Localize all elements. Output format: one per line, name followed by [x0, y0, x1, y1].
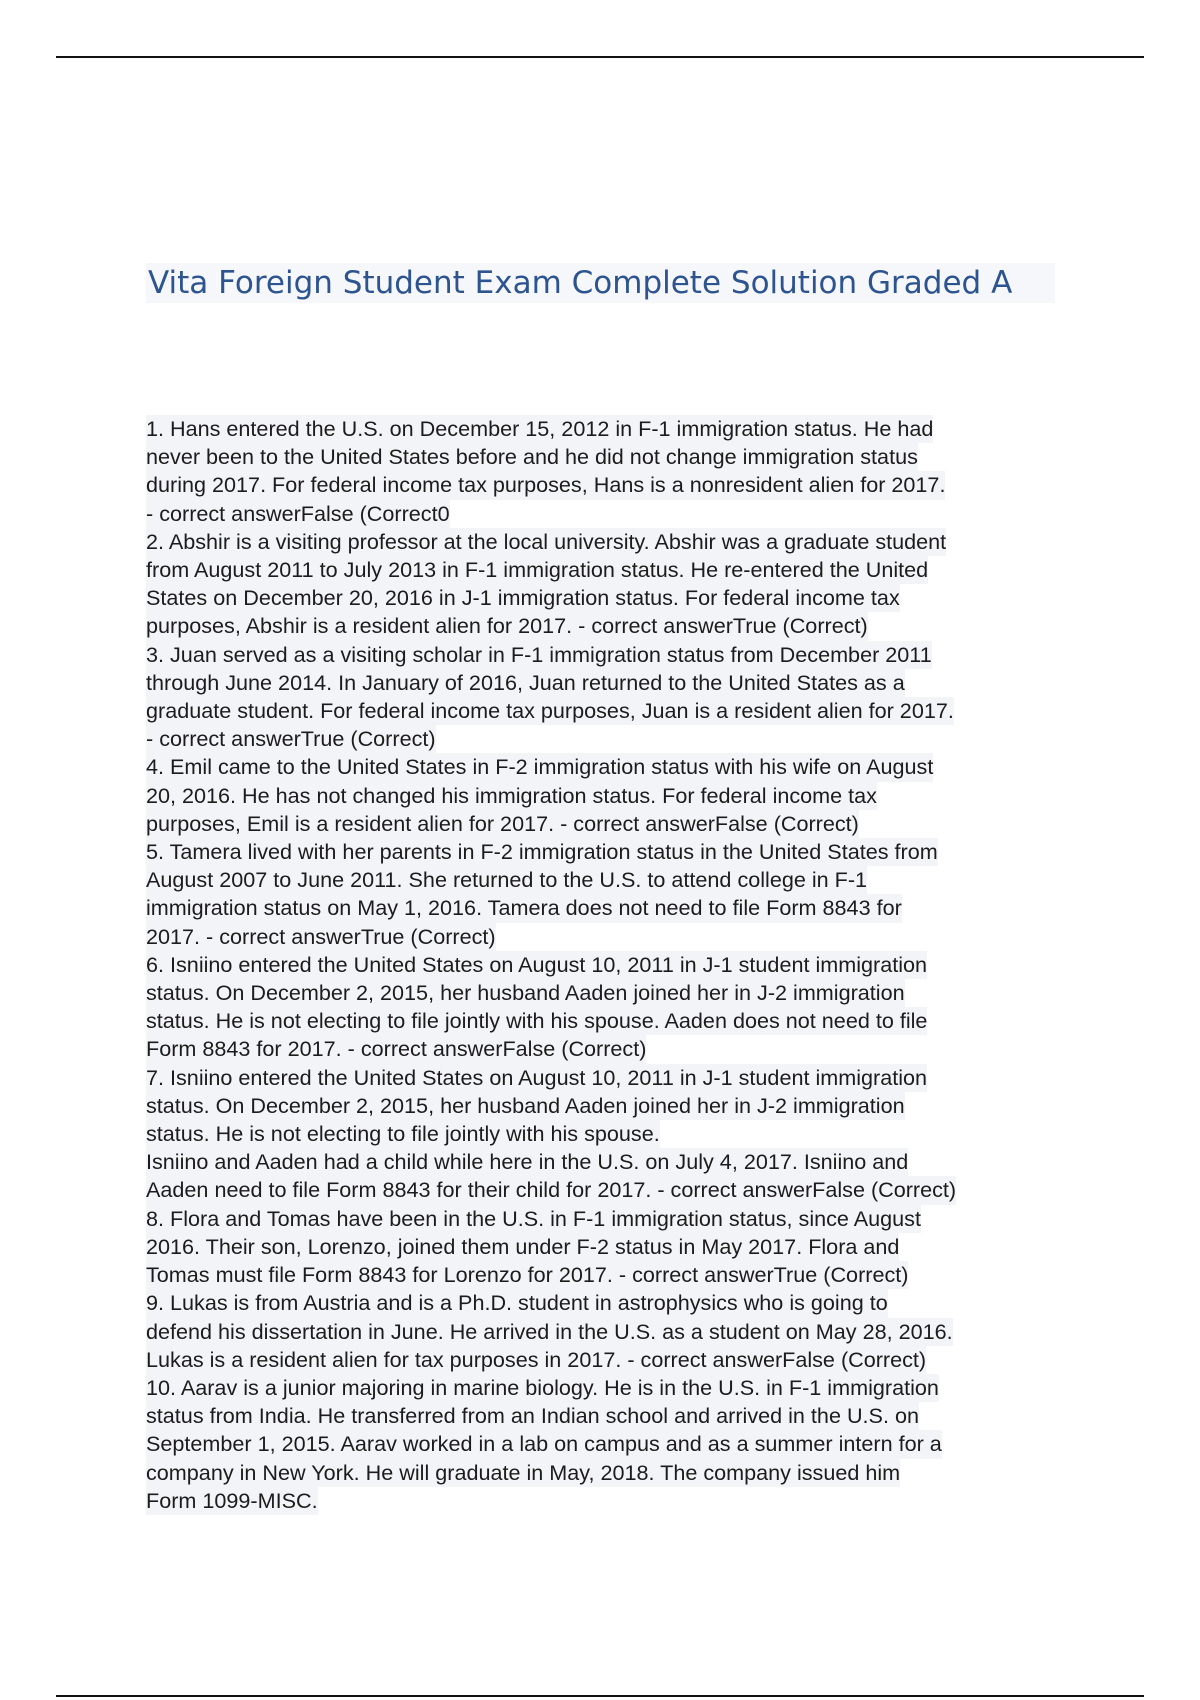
text-line: during 2017. For federal income tax purposes, Hans is a nonresident alien for 2017.	[146, 471, 945, 499]
text-line: 20, 2016. He has not changed his immigration status. For federal income tax	[146, 782, 877, 810]
text-line: graduate student. For federal income tax purposes, Juan is a resident alien for 2017.	[146, 697, 954, 725]
text-line: status. He is not electing to file jointly with his spouse. Aaden does not need to file	[146, 1007, 927, 1035]
text-line: immigration status on May 1, 2016. Tamera does not need to file Form 8843 for	[146, 894, 902, 922]
text-line: Form 8843 for 2017. - correct answerFalse (Correct)	[146, 1035, 646, 1063]
text-line: purposes, Abshir is a resident alien for 2017. - correct answerTrue (Correct)	[146, 612, 868, 640]
text-line: Form 1099-MISC.	[146, 1487, 318, 1515]
text-line: 5. Tamera lived with her parents in F-2 immigration status in the United States from	[146, 838, 938, 866]
text-line: 7. Isniino entered the United States on August 10, 2011 in J-1 student immigration	[146, 1064, 927, 1092]
text-line: 10. Aarav is a junior majoring in marine biology. He is in the U.S. in F-1 immigration	[146, 1374, 939, 1402]
text-line: status. On December 2, 2015, her husband Aaden joined her in J-2 immigration	[146, 979, 905, 1007]
text-line: September 1, 2015. Aarav worked in a lab on campus and as a summer intern for a	[146, 1430, 942, 1458]
text-line: August 2007 to June 2011. She returned to the U.S. to attend college in F-1	[146, 866, 867, 894]
text-line: purposes, Emil is a resident alien for 2017. - correct answerFalse (Correct)	[146, 810, 859, 838]
text-line: - correct answerFalse (Correct0	[146, 500, 450, 528]
text-line: Lukas is a resident alien for tax purposes in 2017. - correct answerFalse (Correct)	[146, 1346, 926, 1374]
text-line: 2. Abshir is a visiting professor at the local university. Abshir was a graduate student	[146, 528, 946, 556]
document-body	[146, 415, 1066, 1515]
text-line: status from India. He transferred from an Indian school and arrived in the U.S. on	[146, 1402, 919, 1430]
text-line: status. On December 2, 2015, her husband Aaden joined her in J-2 immigration	[146, 1092, 905, 1120]
text-line: 6. Isniino entered the United States on August 10, 2011 in J-1 student immigration	[146, 951, 927, 979]
footer-rule	[56, 1695, 1144, 1697]
text-line: 4. Emil came to the United States in F-2 immigration status with his wife on August	[146, 753, 933, 781]
text-line: 3. Juan served as a visiting scholar in F-1 immigration status from December 2011	[146, 641, 932, 669]
text-line: from August 2011 to July 2013 in F-1 immigration status. He re-entered the United	[146, 556, 928, 584]
text-line: 8. Flora and Tomas have been in the U.S. in F-1 immigration status, since August	[146, 1205, 921, 1233]
text-line: Isniino and Aaden had a child while here in the U.S. on July 4, 2017. Isniino and	[146, 1148, 908, 1176]
text-line: Tomas must file Form 8843 for Lorenzo for 2017. - correct answerTrue (Correct)	[146, 1261, 908, 1289]
text-line: company in New York. He will graduate in May, 2018. The company issued him	[146, 1459, 900, 1487]
text-line: States on December 20, 2016 in J-1 immigration status. For federal income tax	[146, 584, 900, 612]
text-line: 9. Lukas is from Austria and is a Ph.D. student in astrophysics who is going to	[146, 1289, 888, 1317]
text-line: - correct answerTrue (Correct)	[146, 725, 436, 753]
header-rule	[56, 56, 1144, 58]
text-line: 1. Hans entered the U.S. on December 15, 2012 in F-1 immigration status. He had	[146, 415, 933, 443]
text-line: through June 2014. In January of 2016, Juan returned to the United States as a	[146, 669, 905, 697]
text-line: 2016. Their son, Lorenzo, joined them under F-2 status in May 2017. Flora and	[146, 1233, 899, 1261]
text-line: status. He is not electing to file jointly with his spouse.	[146, 1120, 660, 1148]
text-line: Aaden need to file Form 8843 for their child for 2017. - correct answerFalse (Correct)	[146, 1176, 956, 1204]
document-title: Vita Foreign Student Exam Complete Solution Graded A	[146, 263, 1055, 303]
text-line: never been to the United States before and he did not change immigration status	[146, 443, 918, 471]
text-line: 2017. - correct answerTrue (Correct)	[146, 923, 496, 951]
text-line: defend his dissertation in June. He arrived in the U.S. as a student on May 28, 2016.	[146, 1318, 953, 1346]
